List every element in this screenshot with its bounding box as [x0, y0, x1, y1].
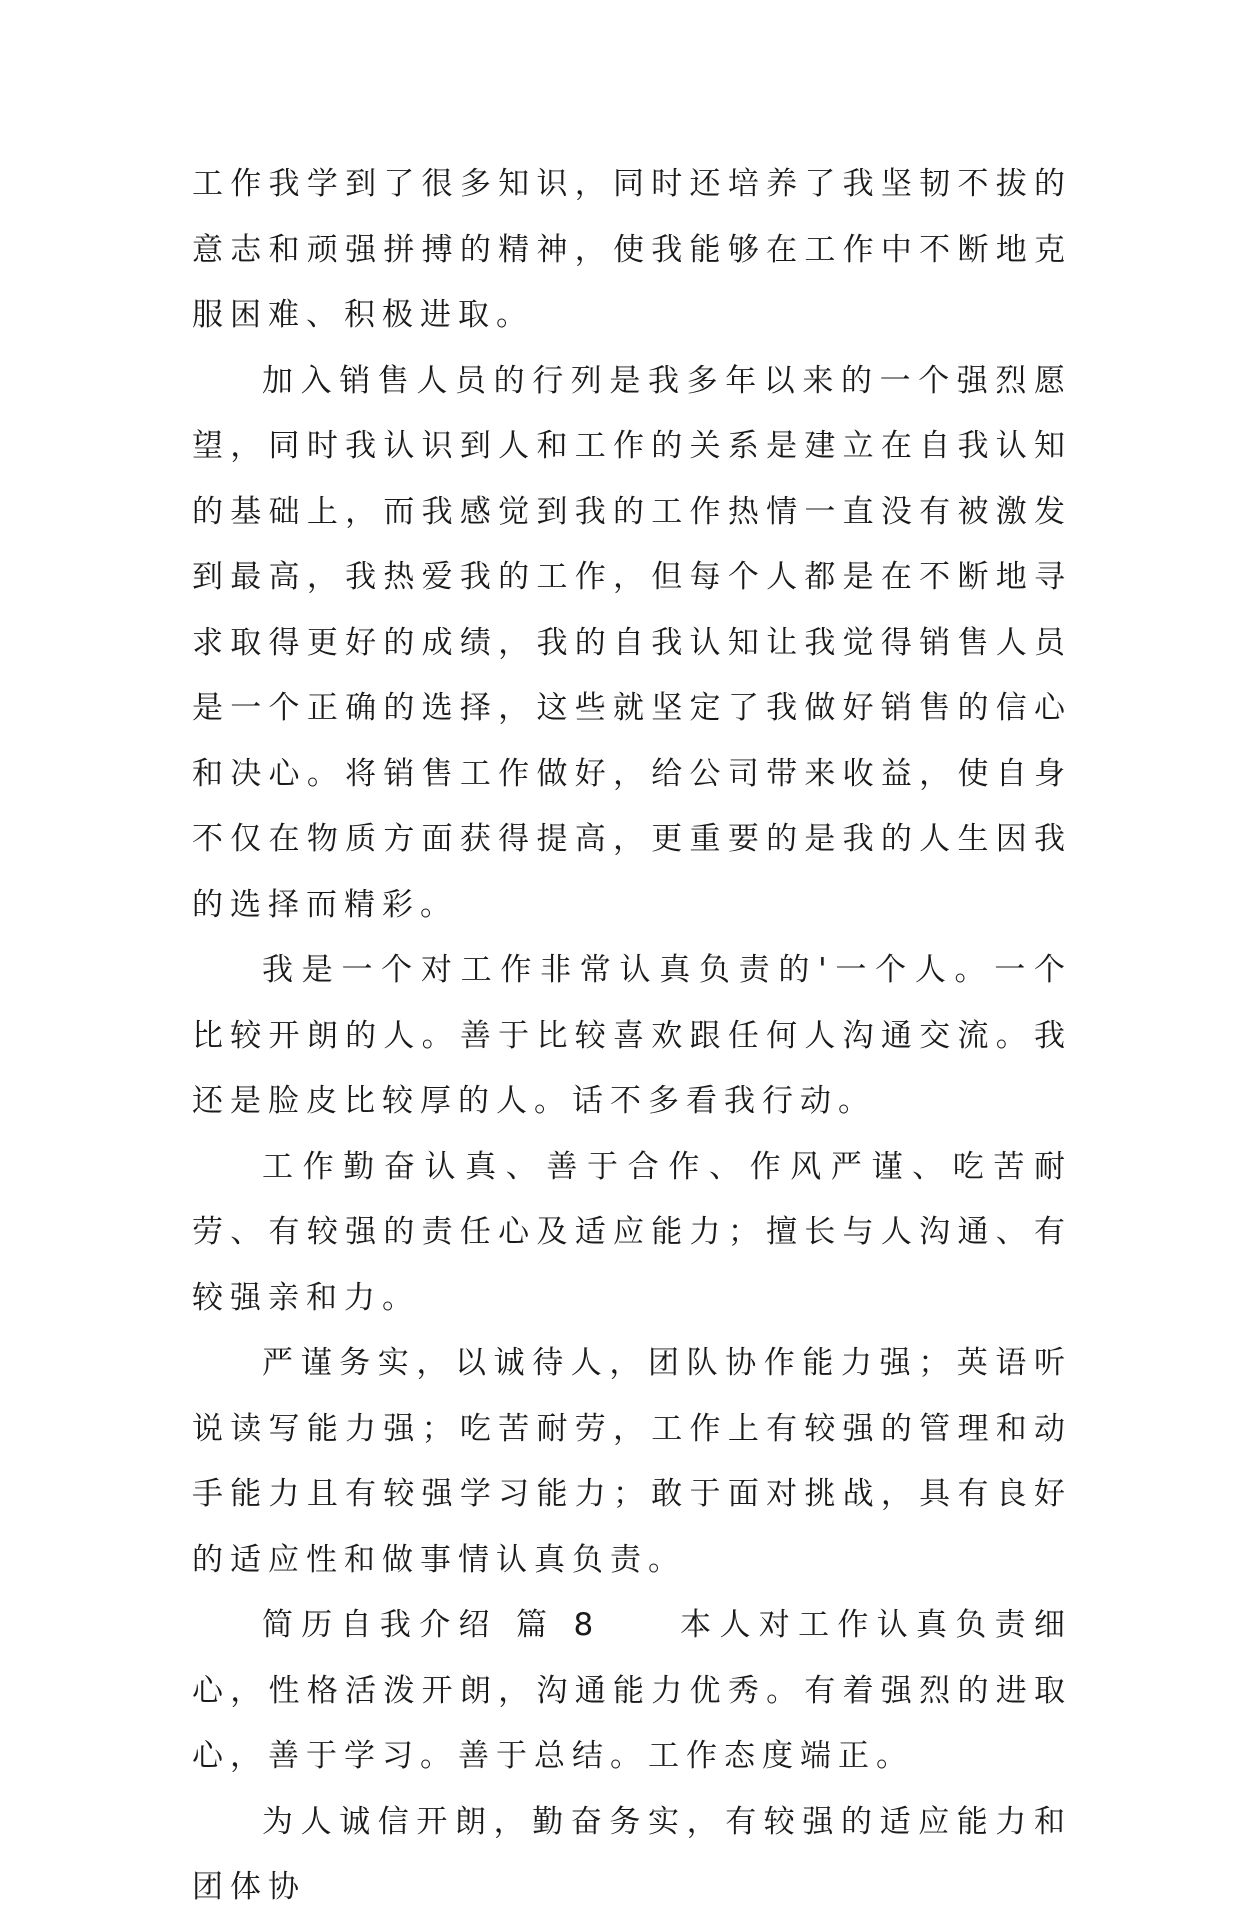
paragraph-4: 工作勤奋认真、善于合作、作风严谨、吃苦耐劳、有较强的责任心及适应能力；擅长与人沟通、有较强亲和力。 [192, 1148, 1072, 1316]
paragraph-2: 加入销售人员的行列是我多年以来的一个强烈愿望，同时我认识到人和工作的关系是建立在自我认知的基础上，而我感觉到我的工作热情一直没有被激发到最高，我热爱我的工作，但每个人都是在不断地寻求取得更好的成绩，我的自我认知让我觉得销售人员是一个正确的选择，这些就坚定了我做好销售的信心和决心。将销售工作做好，给公司带来收益，使自身不仅在物质方面获得提高，更重要的是我的人生因我的选择而精彩。 [192, 362, 1072, 923]
paragraph-6: 简历自我介绍 篇 8 本人对工作认真负责细心，性格活泼开朗，沟通能力优秀。有着强烈的进取心，善于学习。善于总结。工作态度端正。 [192, 1607, 1072, 1774]
paragraph-7: 为人诚信开朗，勤奋务实，有较强的适应能力和团体协 [192, 1803, 1072, 1905]
paragraph-5: 严谨务实，以诚待人，团队协作能力强；英语听说读写能力强；吃苦耐劳，工作上有较强的管理和动手能力且有较强学习能力；敢于面对挑战，具有良好的适应性和做事情认真负责。 [192, 1345, 1072, 1578]
paragraph-3: 我是一个对工作非常认真负责的'一个人。一个比较开朗的人。善于比较喜欢跟任何人沟通交流。我还是脸皮比较厚的人。话不多看我行动。 [192, 952, 1072, 1119]
document-body [192, 152, 1072, 1921]
paragraph-1: 工作我学到了很多知识，同时还培养了我坚韧不拔的意志和顽强拼搏的精神，使我能够在工作中不断地克服困难、积极进取。 [192, 166, 1072, 333]
